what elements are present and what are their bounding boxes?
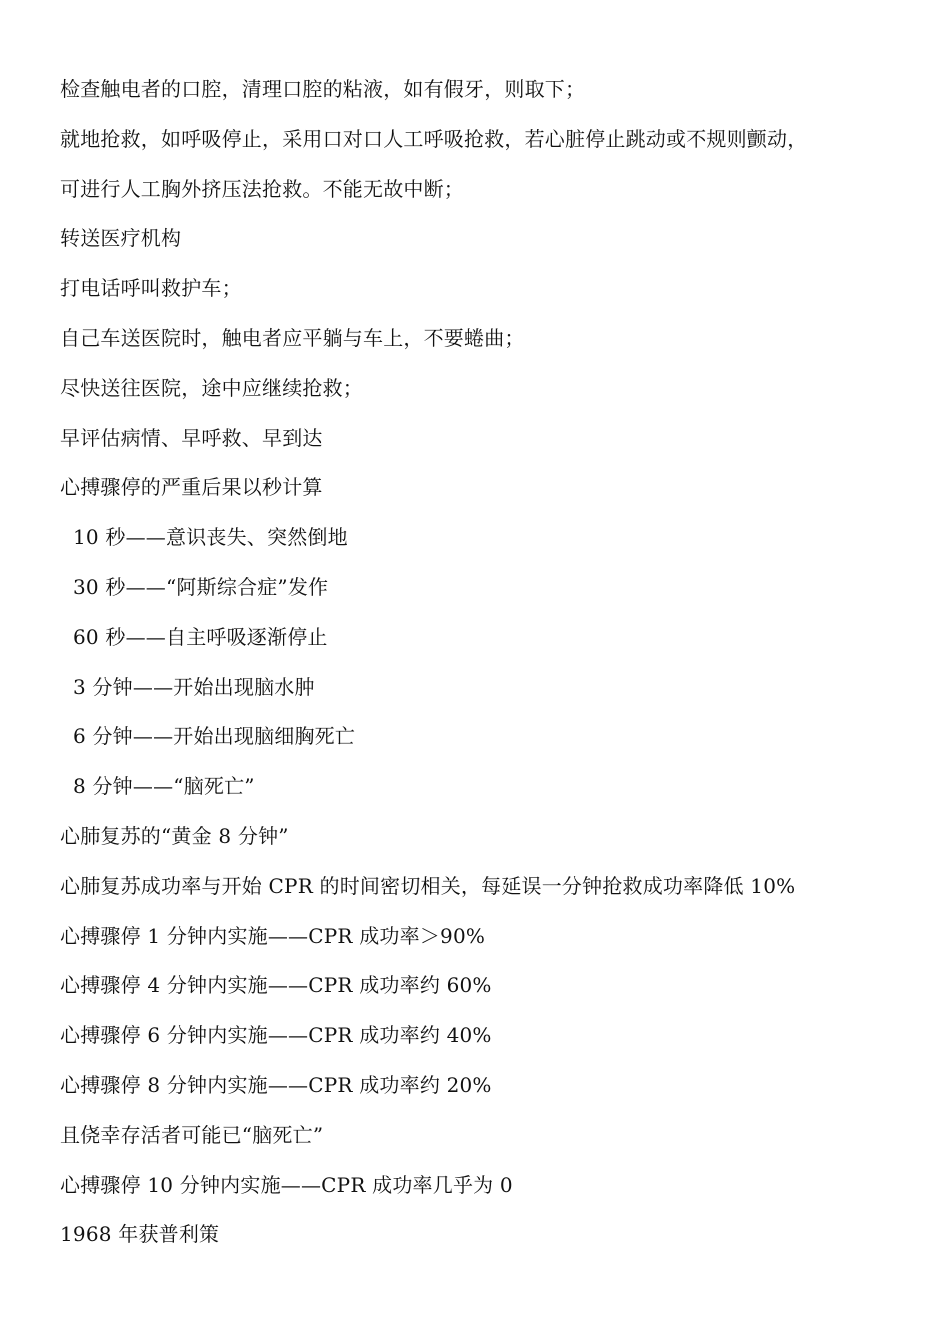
text-line: 早评估病情、早呼救、早到达 [60, 425, 323, 450]
timeline-line: 60 秒——自主呼吸逐渐停止 [73, 624, 328, 649]
text-line: 就地抢救，如呼吸停止，采用口对口人工呼吸抢救，若心脏停止跳动或不规则颤动， [60, 126, 808, 151]
text-line: 尽快送往医院，途中应继续抢救； [60, 375, 363, 400]
text-line: 转送医疗机构 [60, 226, 182, 251]
text-line: 且侥幸存活者可能已“脑死亡” [60, 1122, 324, 1147]
text-line: 可进行人工胸外挤压法抢救。不能无故中断； [60, 176, 464, 201]
timeline-line: 3 分钟——开始出现脑水肿 [73, 674, 315, 699]
document-body [60, 72, 920, 1267]
text-line: 心搏骤停 1 分钟内实施——CPR 成功率＞90% [60, 923, 486, 948]
text-line: 心搏骤停的严重后果以秒计算 [60, 475, 323, 500]
text-line: 心搏骤停 6 分钟内实施——CPR 成功率约 40% [60, 1023, 492, 1048]
timeline-line: 30 秒——“阿斯综合症”发作 [73, 574, 329, 599]
text-line: 心搏骤停 8 分钟内实施——CPR 成功率约 20% [60, 1072, 492, 1097]
text-line: 打电话呼叫救护车； [60, 276, 242, 301]
timeline-line: 6 分钟——开始出现脑细胸死亡 [73, 724, 356, 749]
timeline-line: 10 秒——意识丧失、突然倒地 [73, 525, 348, 550]
timeline-line: 8 分钟——“脑死亡” [73, 774, 255, 799]
text-line: 心肺复苏成功率与开始 CPR 的时间密切相关，每延误一分钟抢救成功率降低 10% [60, 873, 796, 898]
text-line: 心肺复苏的“黄金 8 分钟” [60, 823, 289, 848]
text-line: 心搏骤停 4 分钟内实施——CPR 成功率约 60% [60, 973, 492, 998]
text-line: 心搏骤停 10 分钟内实施——CPR 成功率几乎为 0 [60, 1172, 513, 1197]
text-line: 检查触电者的口腔，清理口腔的粘液，如有假牙，则取下； [60, 77, 586, 101]
text-line: 1968 年获普利策 [60, 1222, 220, 1247]
text-line: 自己车送医院时，触电者应平躺与车上，不要蜷曲； [60, 325, 525, 350]
